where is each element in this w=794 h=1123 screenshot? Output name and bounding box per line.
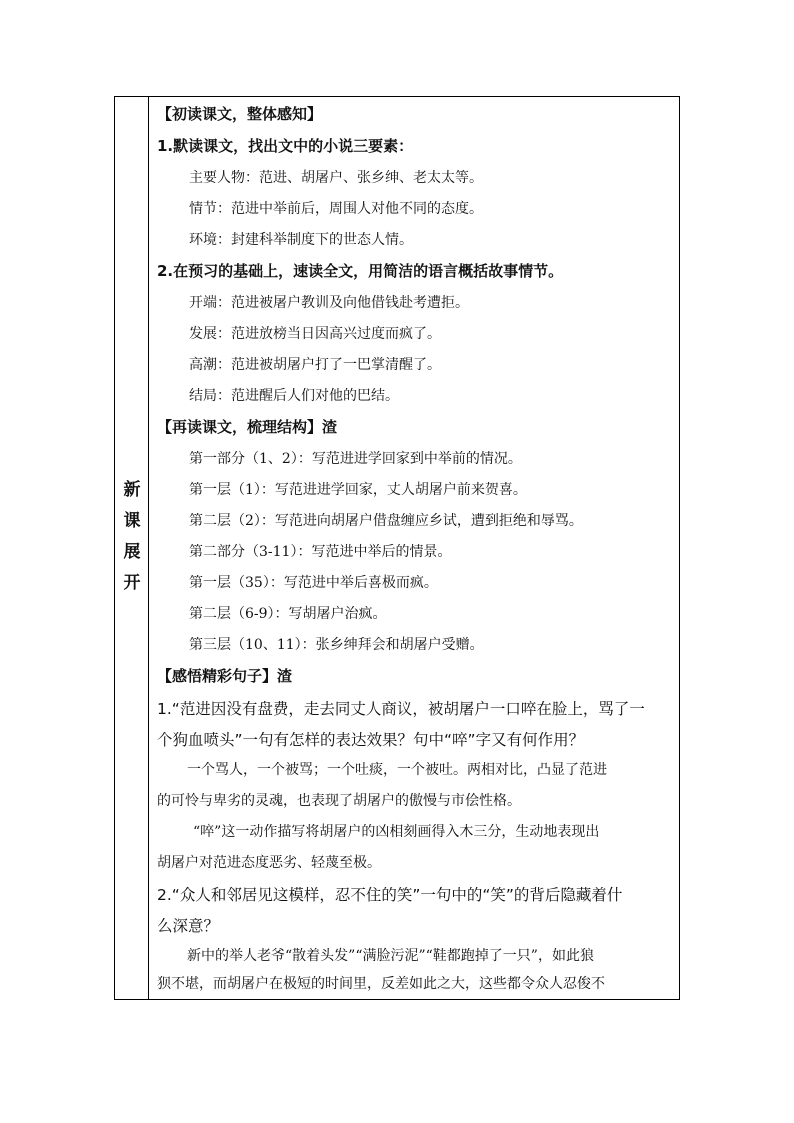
section-title-row (157, 416, 337, 437)
list-item: 第二部分（3-11）：写范进中举后的情景。 (189, 544, 452, 560)
answer-line: 新中的举人老爷“散着头发”“满脸污泥”“鞋都跑掉了一只”，如此狼 (187, 948, 594, 964)
section-mark: 渣 (322, 418, 338, 436)
lesson-table (114, 96, 680, 1000)
answer-line: 胡屠户对范进态度恶劣、轻蔑至极。 (157, 855, 381, 871)
answer-line: 一个骂人，一个被骂；一个吐痰，一个被吐。两相对比，凸显了范进 (187, 762, 607, 778)
section-title: 【初读课文，整体感知】 (157, 105, 323, 123)
list-item: 发展：范进放榜当日因高兴过度而疯了。 (189, 326, 441, 342)
list-item: 高潮：范进被胡屠户打了一巴掌清醒了。 (189, 357, 441, 373)
answer-line: “啐”这一动作描写将胡屠户的凶相刻画得入木三分，生动地表现出 (193, 824, 600, 840)
content-column (149, 97, 679, 999)
section-title-row (157, 665, 292, 686)
side-label (115, 475, 149, 599)
list-item: 第一层（1）：写范进进学回家，丈人胡屠户前来贺喜。 (189, 482, 527, 498)
question: 1.默读课文，找出文中的小说三要素： (157, 137, 414, 155)
question: 2.在预习的基础上，速读全文，用简洁的语言概括故事情节。 (157, 262, 564, 280)
list-item: 第二层（6-9）：写胡屠户治疯。 (189, 606, 387, 622)
side-label-char: 展 (123, 542, 141, 562)
list-item: 第三层（10、11）：张乡绅拜会和胡屠户受赠。 (189, 637, 484, 653)
side-label-char: 课 (123, 511, 141, 531)
list-item: 主要人物：范进、胡屠户、张乡绅、老太太等。 (189, 170, 483, 186)
list-item: 开端：范进被屠户教训及向他借钱赴考遭拒。 (189, 295, 469, 311)
list-item: 第二层（2）：写范进向胡屠户借盘缠应乡试，遭到拒绝和辱骂。 (189, 513, 583, 529)
answer-line: 的可怜与卑劣的灵魂，也表现了胡屠户的傲慢与市侩性格。 (157, 793, 521, 809)
section-mark: 渣 (277, 667, 293, 685)
list-item: 第一部分（1、2）：写范进进学回家到中举前的情况。 (189, 451, 522, 467)
answer-line: 狈不堪，而胡屠户在极短的时间里，反差如此之大，这些都令众人忍俊不 (157, 976, 605, 992)
list-item: 情节：范进中举前后，周围人对他不同的态度。 (189, 201, 483, 217)
section-title: 【再读课文，梳理结构】 (157, 418, 323, 436)
question-line: 个狗血喷头”一句有怎样的表达效果？句中“啐”字又有何作用？ (157, 731, 585, 749)
list-item: 环境：封建科举制度下的世态人情。 (189, 232, 413, 248)
side-label-char: 新 (123, 480, 141, 500)
list-item: 结局：范进醒后人们对他的巴结。 (189, 388, 399, 404)
question-line: 么深意？ (157, 917, 220, 935)
section-title: 【感悟精彩句子】 (157, 667, 278, 685)
list-item: 第一层（35）：写范进中举后喜极而疯。 (189, 575, 438, 591)
question-line: 1.“范进因没有盘费，走去同丈人商议，被胡屠户一口啐在脸上，骂了一 (157, 700, 645, 718)
question-line: 2.“众人和邻居见这模样，忍不住的笑”一句中的“笑”的背后隐藏着什 (157, 886, 623, 904)
side-label-char: 开 (123, 573, 141, 593)
side-column (115, 97, 149, 999)
